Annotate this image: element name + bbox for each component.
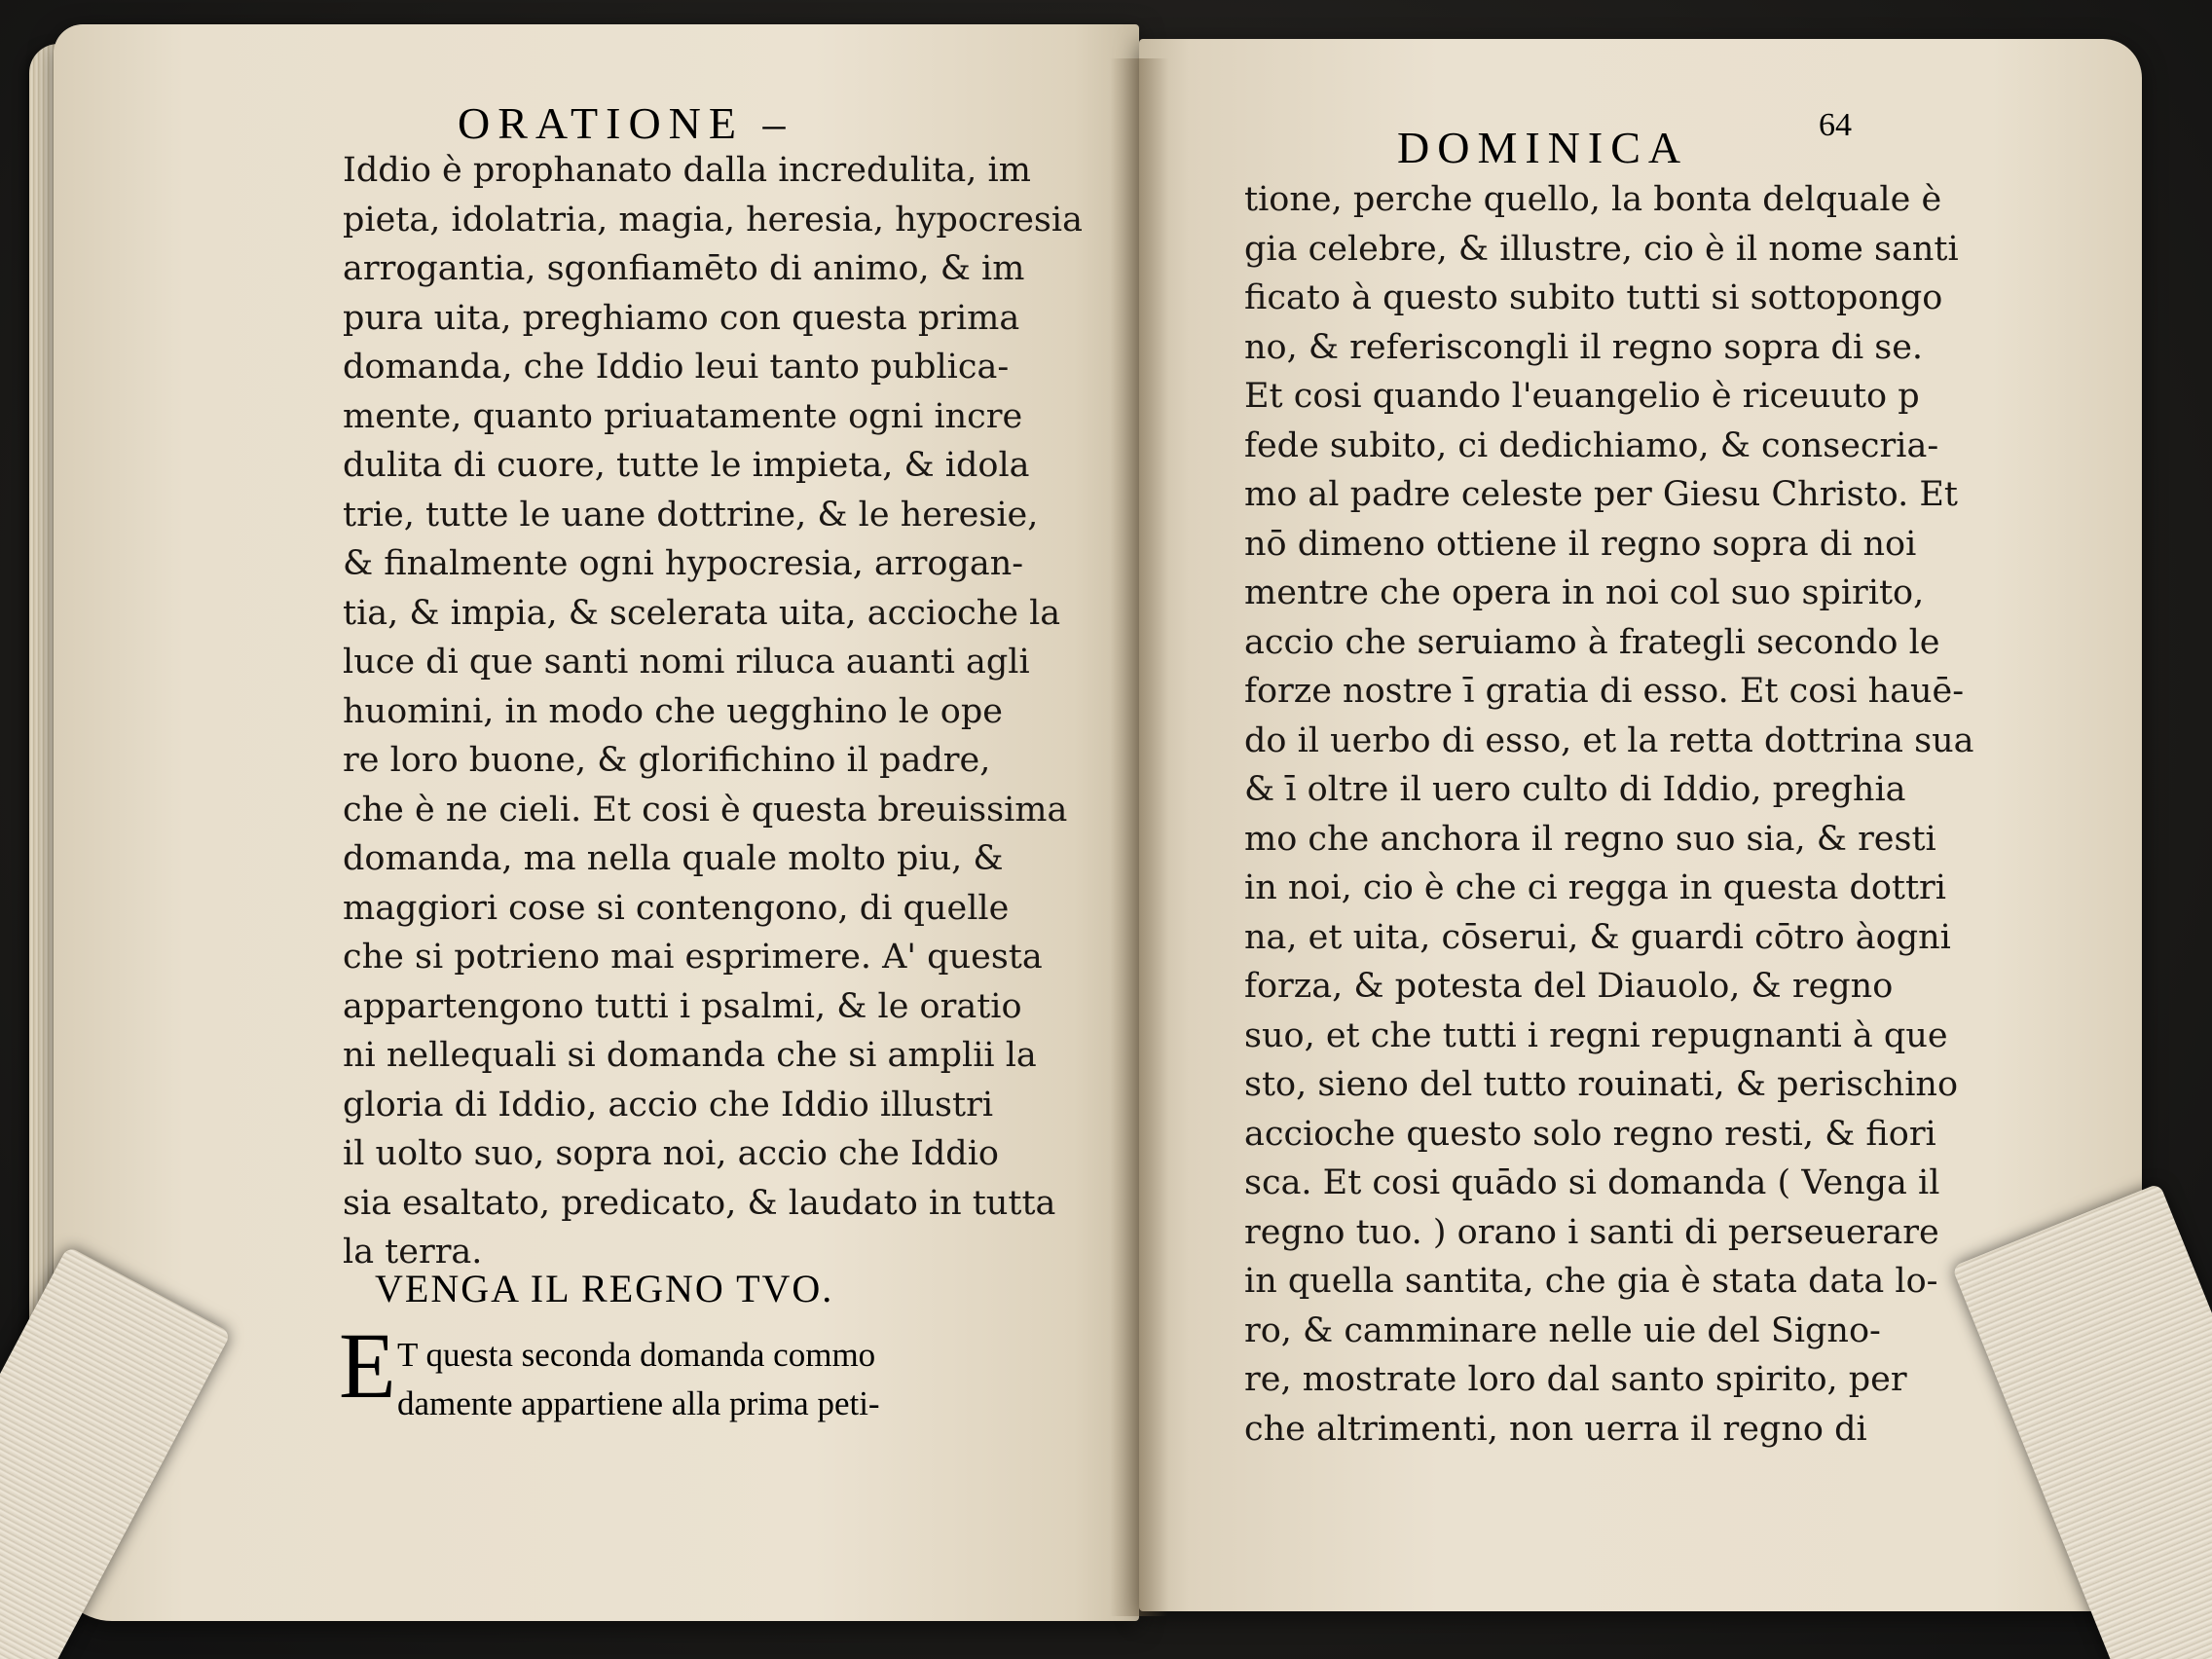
text-line: mo che anchora il regno suo sia, & resti <box>1244 819 1936 859</box>
text-line: nō dimeno ottiene il regno sopra di noi <box>1244 524 1917 564</box>
right-running-head: DOMINICA <box>1397 123 1689 172</box>
text-line: che è ne cieli. Et cosi è questa breuissima <box>343 790 1068 830</box>
text-line: do il uerbo di esso, et la retta dottrina sua <box>1244 720 1974 760</box>
text-line: in quella santita, che gia è stata data lo- <box>1244 1262 1938 1301</box>
text-line: suo, et che tutti i regni repugnanti à que <box>1244 1015 1948 1055</box>
page-number: 64 <box>1819 107 1852 143</box>
text-line: luce di que santi nomi riluca auanti agli <box>343 643 1030 682</box>
text-line: che si potrieno mai esprimere. A' questa <box>343 938 1043 977</box>
text-line: la terra. <box>343 1233 483 1272</box>
text-line: ro, & camminare nelle uie del Signo- <box>1244 1310 1881 1350</box>
text-line: ficato à questo subito tutti si sottopongo <box>1244 278 1943 317</box>
text-line: re, mostrate loro dal santo spirito, per <box>1244 1360 1907 1399</box>
text-line: tione, perche quello, la bonta delquale è <box>1244 180 1942 219</box>
text-line: arrogantia, sgonfiamēto di animo, & im <box>343 249 1025 288</box>
text-line: gloria di Iddio, accio che Iddio illustri <box>343 1085 994 1124</box>
text-line: mo al padre celeste per Giesu Christo. Et <box>1244 475 1958 514</box>
text-line: pieta, idolatria, magia, heresia, hypocresia <box>343 200 1083 240</box>
text-line: forze nostre ī gratia di esso. Et cosi hauē- <box>1244 672 1965 711</box>
text-line: forza, & potesta del Diauolo, & regno <box>1244 967 1894 1006</box>
text-line: sto, sieno del tutto rouinati, & perischino <box>1244 1065 1959 1104</box>
text-line: domanda, ma nella quale molto piu, & <box>343 839 1004 878</box>
text-line: & finalmente ogni hypocresia, arrogan- <box>343 544 1024 583</box>
text-line: na, et uita, cōserui, & guardi cōtro àogni <box>1244 917 1951 957</box>
text-line: gia celebre, & illustre, cio è il nome santi <box>1244 229 1959 269</box>
left-running-head: ORATIONE – <box>458 98 793 148</box>
text-line: ni nellequali si domanda che si amplii la <box>343 1036 1037 1075</box>
text-line: & ī oltre il uero culto di Iddio, preghia <box>1244 770 1906 809</box>
text-line: accioche questo solo regno resti, & fiori <box>1244 1114 1936 1154</box>
text-line: pura uita, preghiamo con questa prima <box>343 298 1020 338</box>
text-line: huomini, in modo che uegghino le ope <box>343 691 1003 731</box>
text-line: dulita di cuore, tutte le impieta, & idola <box>343 446 1030 485</box>
text-line: domanda, che Iddio leui tanto publica- <box>343 348 1010 387</box>
text-line: mentre che opera in noi col suo spirito, <box>1244 573 1925 612</box>
left-page-text <box>343 146 1083 1277</box>
text-line: Et cosi quando l'euangelio è riceuuto p <box>1244 377 1920 416</box>
text-line: regno tuo. ) orano i santi di perseuerare <box>1244 1212 1939 1252</box>
text-line: fede subito, ci dedichiamo, & consecria- <box>1244 425 1939 465</box>
section-heading: VENGA IL REGNO TVO. <box>375 1267 834 1310</box>
text-line: no, & referiscongli il regno sopra di se. <box>1244 327 1924 367</box>
book-gutter <box>1110 58 1168 1616</box>
text-line: tia, & impia, & scelerata uita, accioche la <box>343 593 1061 633</box>
text-line: damente appartiene alla prima peti- <box>397 1384 880 1422</box>
text-line: mente, quanto priuatamente ogni incre <box>343 396 1023 436</box>
text-line: maggiori cose si contengono, di quelle <box>343 888 1010 928</box>
text-line: Iddio è prophanato dalla incredulita, im <box>343 151 1031 190</box>
drop-initial: E <box>339 1313 396 1418</box>
text-line: appartengono tutti i psalmi, & le oratio <box>343 986 1022 1026</box>
text-line: trie, tutte le uane dottrine, & le heresie, <box>343 495 1039 535</box>
text-line: sia esaltato, predicato, & laudato in tutta <box>343 1183 1056 1223</box>
initial-paragraph <box>397 1331 880 1428</box>
text-line: che altrimenti, non uerra il regno di <box>1244 1409 1867 1449</box>
text-line: sca. Et cosi quādo si domanda ( Venga il <box>1244 1163 1940 1202</box>
text-line: in noi, cio è che ci regga in questa dottri <box>1244 868 1946 907</box>
text-line: T questa seconda domanda commo <box>397 1336 876 1374</box>
text-line: il uolto suo, sopra noi, accio che Iddio <box>343 1134 999 1173</box>
text-line: re loro buone, & glorifichino il padre, <box>343 741 991 780</box>
text-line: accio che seruiamo à frategli secondo le <box>1244 622 1940 662</box>
right-page-text <box>1244 175 1973 1454</box>
